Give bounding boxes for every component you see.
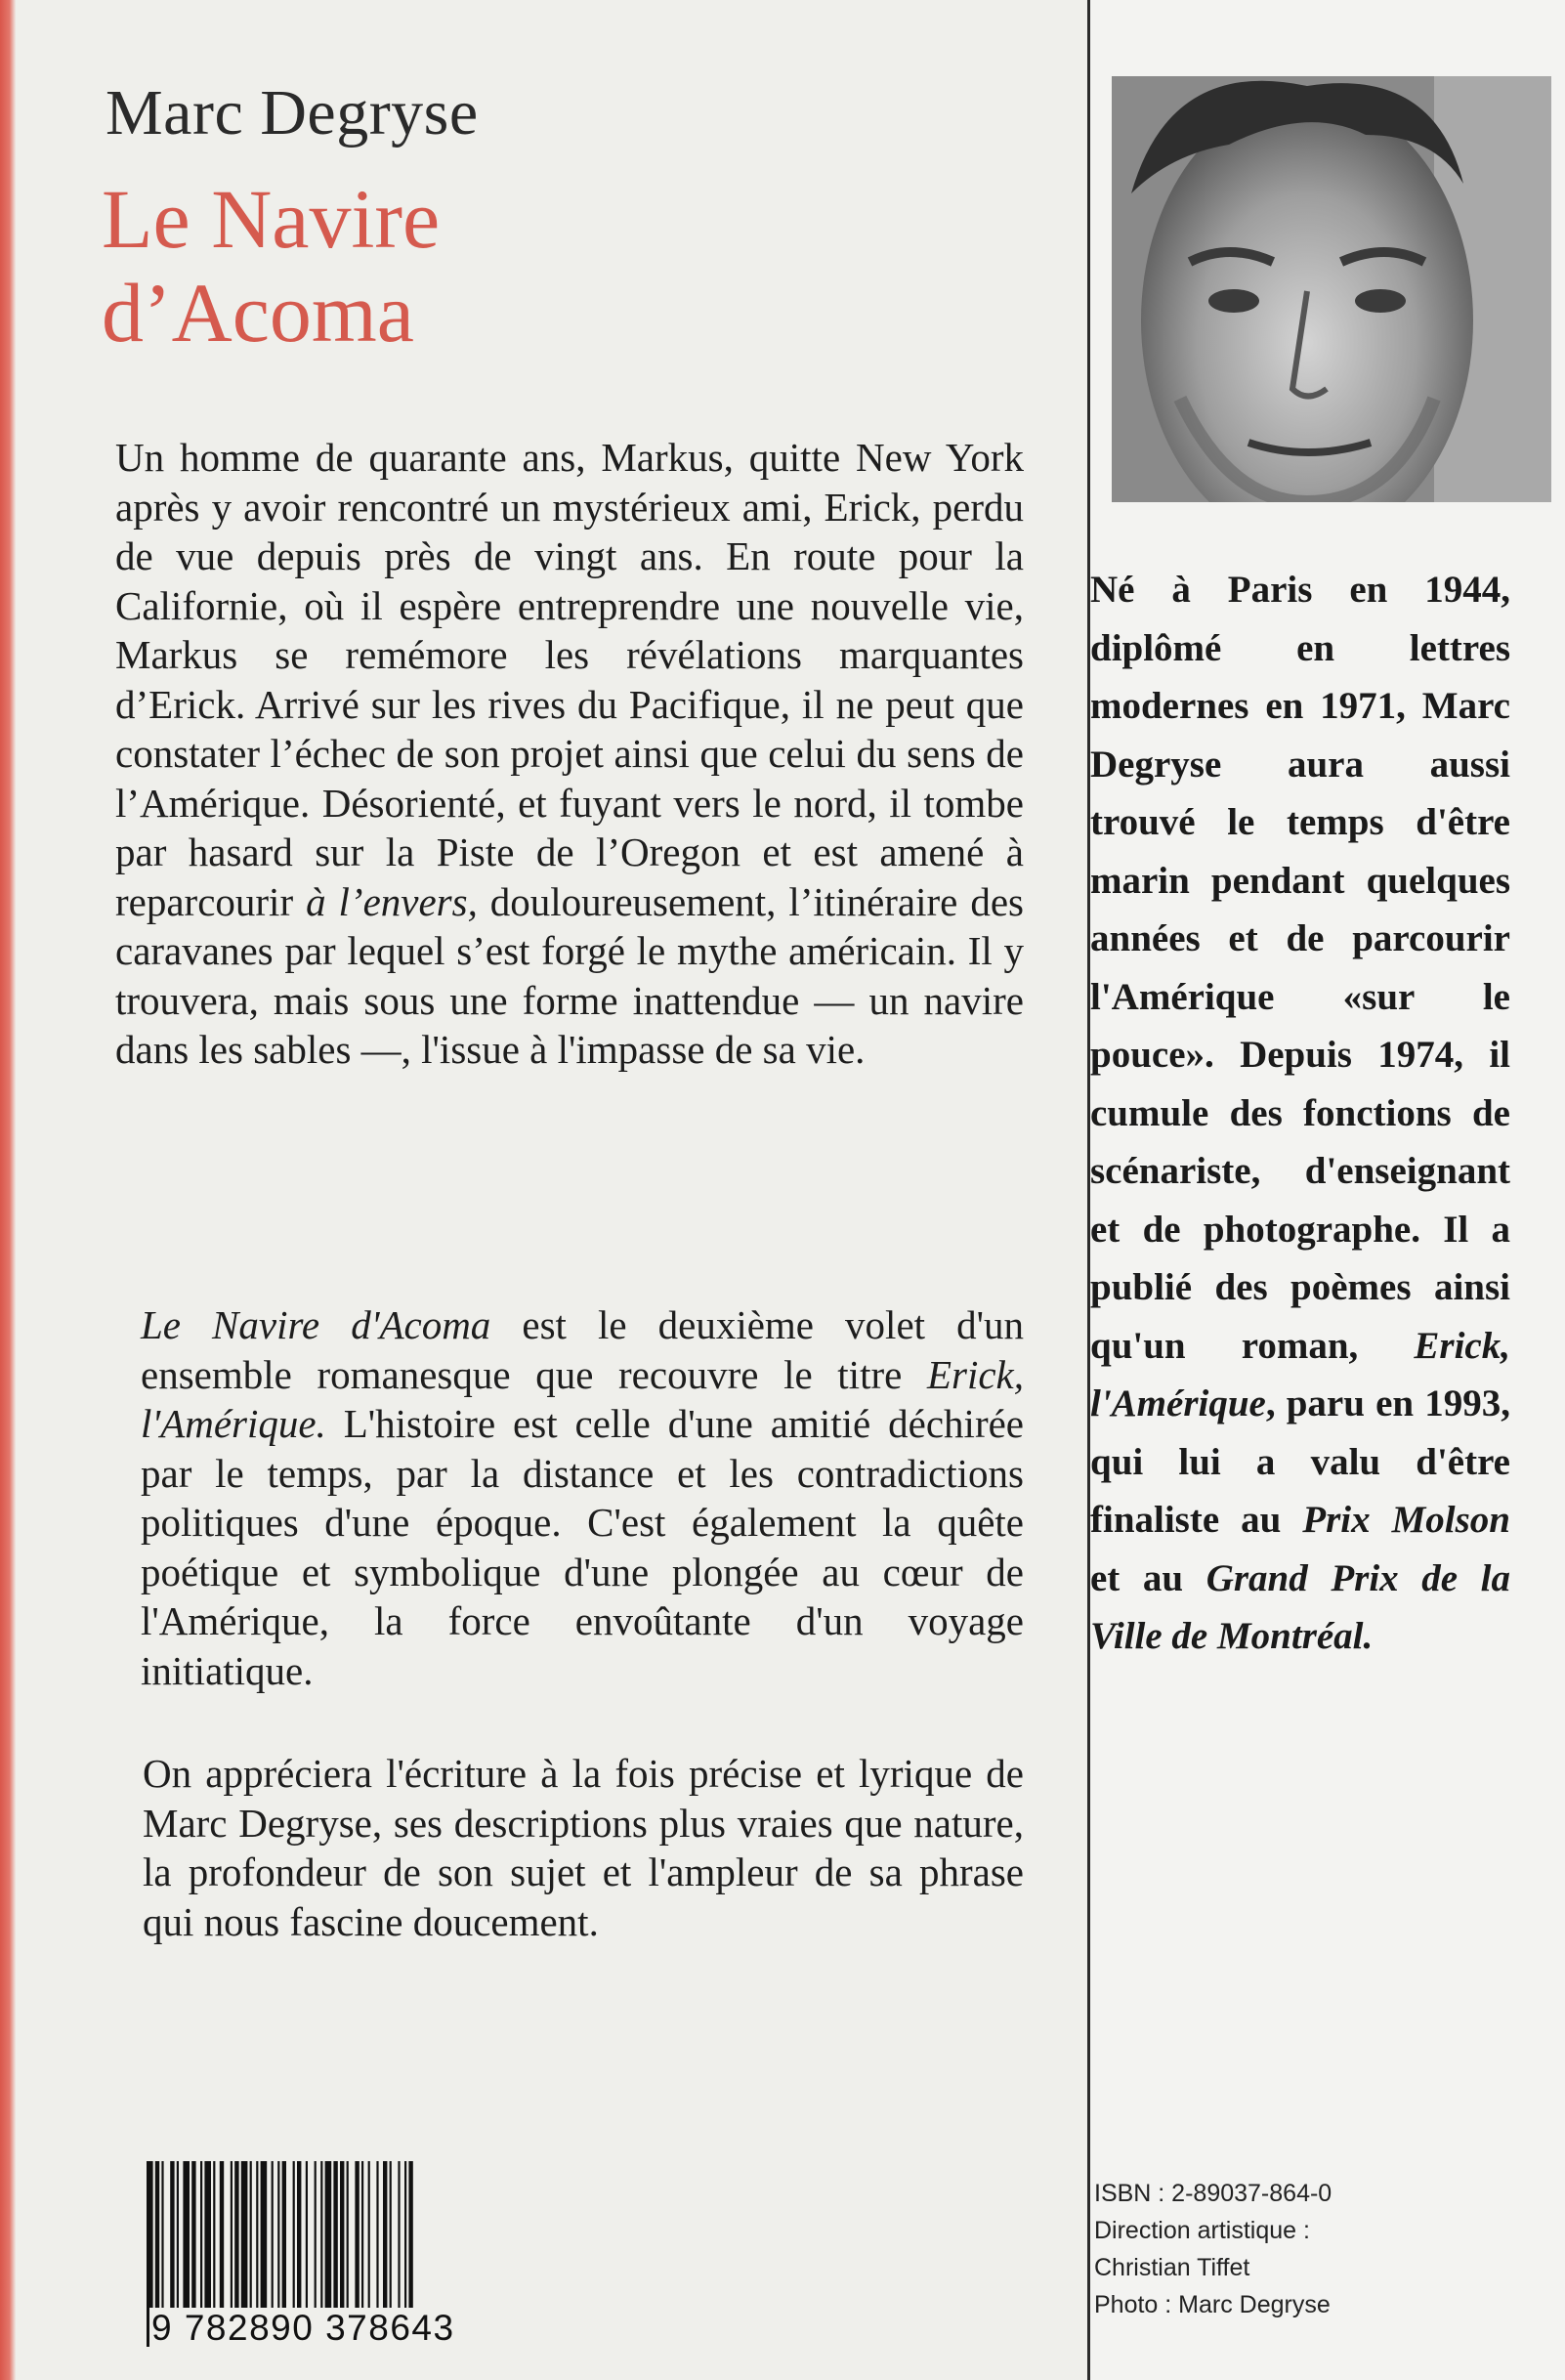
text-run: On appréciera l'écriture à la fois précise et lyrique de Marc Degryse, ses descriptions plus vraies que nature, la profondeur de son sujet et l'ampleur de sa phrase qui nous fascine doucement. (143, 1751, 1024, 1944)
barcode-digits: 9 782890 378643 (151, 2308, 455, 2348)
credits-block (1094, 2175, 1332, 2323)
art-direction-label: Direction artistique : (1094, 2217, 1310, 2244)
red-spine-edge (0, 0, 16, 2380)
text-run: Né à Paris en 1944, diplômé en lettres modernes en 1971, Marc Degryse aura aussi trouvé le temps d'être marin pendant quelques années et de parcourir l'Amérique «sur le pouce». Depuis 1974, il cumule des fonctions de scénariste, d'enseignant et de photographe. Il a publié des poèmes ainsi qu'un roman, (1090, 569, 1510, 1367)
author-name: Marc Degryse (106, 77, 479, 149)
text-run: Le Navire d'Acoma (141, 1302, 491, 1347)
summary-paragraph-1 (115, 433, 1024, 1075)
text-run: et au (1090, 1556, 1206, 1599)
author-biography (1090, 561, 1510, 1666)
text-run: Erick, l'Amérique (1090, 1324, 1510, 1424)
text-run: à l’envers, (306, 878, 478, 924)
text-run: Grand Prix de la Ville de Montréal. (1090, 1556, 1510, 1657)
text-run: est le deuxième volet d'un ensemble romanesque que recouvre le titre (141, 1302, 1024, 1397)
isbn-line: ISBN : 2-89037-864-0 (1094, 2180, 1332, 2207)
book-title-line-2: d’Acoma (102, 266, 414, 360)
author-photo (1112, 76, 1551, 502)
text-run: douloureusement, l’itinéraire des caravanes par lequel s’est forgé le mythe américain. Il y trouvera, mais sous une forme inattendue — un navire dans les sables —, l'issue à l'impasse de sa vie. (115, 878, 1024, 1072)
book-title-line-1: Le Navire (102, 172, 441, 266)
text-run: Un homme de quarante ans, Markus, quitte New York après y avoir rencontré un mystérieux ami, Erick, perdu de vue depuis près de vingt ans. En route pour la Californie, où il espère entreprendre une nouvelle vie, Markus se remémore les révélations marquantes d’Erick. Arrivé sur les rives du Pacifique, il ne peut que constater l’échec de son projet ainsi que celui du sens de l’Amérique. Désorienté, et fuyant vers le nord, il tombe par hasard sur la Piste de l’Oregon et est amené à reparcourir (115, 435, 1024, 924)
author-portrait-image (1112, 76, 1551, 502)
art-direction-name: Christian Tiffet (1094, 2254, 1250, 2281)
photo-credit: Photo : Marc Degryse (1094, 2291, 1331, 2318)
text-run: L'histoire est celle d'une amitié déchirée par le temps, par la distance et les contradictions politiques d'une époque. C'est également la quête poétique et symbolique d'une plongée au cœur de l'Amérique, la force envoûtante d'un voyage initiatique. (141, 1401, 1024, 1693)
text-run: Prix Molson (1302, 1499, 1510, 1541)
summary-paragraph-2 (141, 1300, 1024, 1695)
summary-paragraph-3 (143, 1749, 1024, 1946)
book-title (102, 172, 440, 360)
text-run: Erick, l'Amérique. (141, 1351, 1024, 1446)
text-run: , paru en 1993, qui lui a valu d'être finaliste au (1090, 1382, 1510, 1541)
